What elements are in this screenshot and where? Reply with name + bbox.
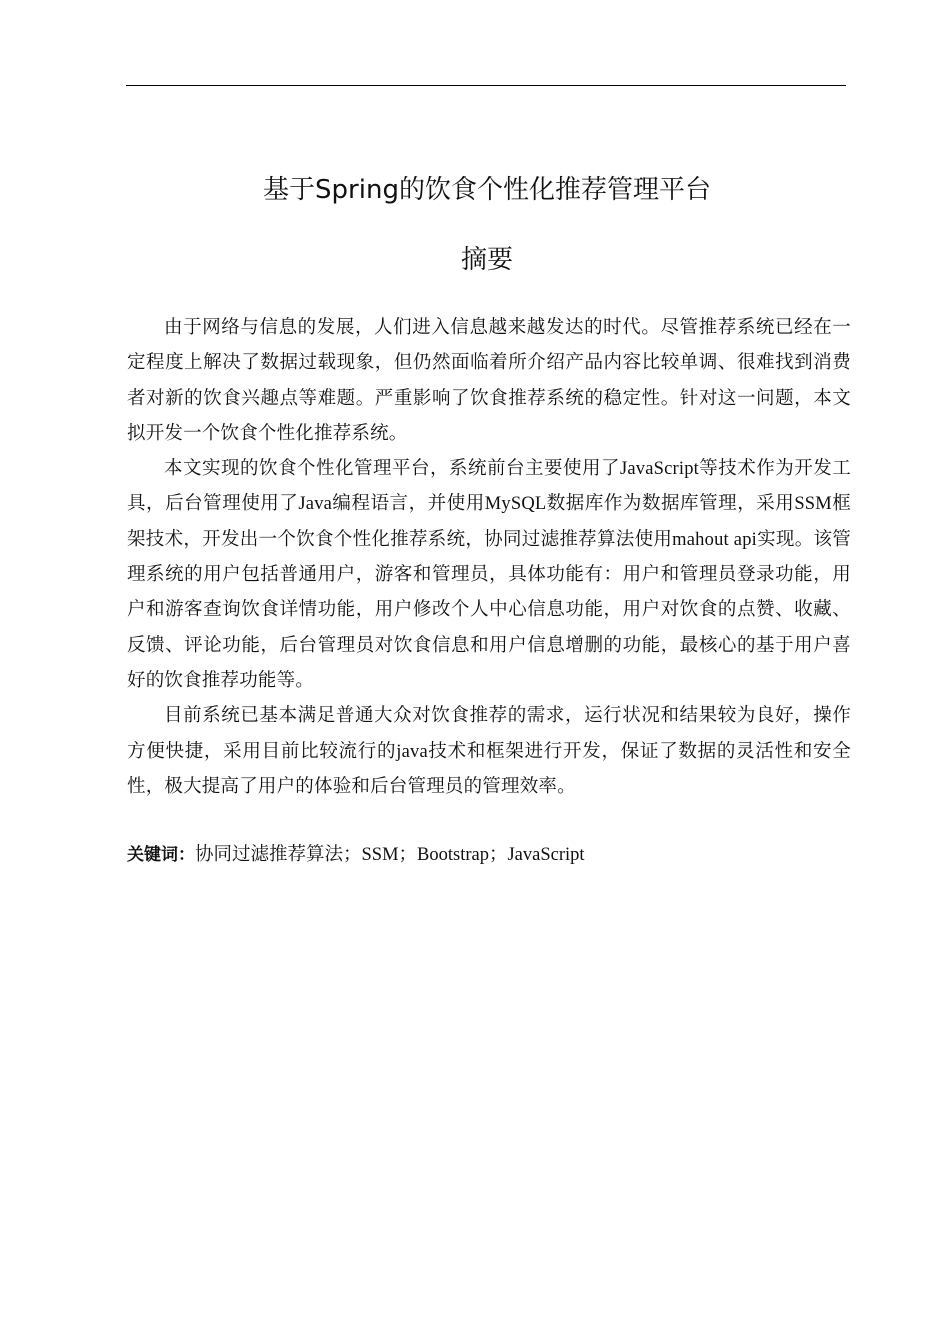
keywords-line	[127, 838, 851, 873]
header-rule	[126, 85, 846, 86]
abstract-body	[127, 311, 851, 805]
keywords-list: 协同过滤推荐算法；SSM；Bootstrap；JavaScript	[195, 845, 585, 865]
abstract-paragraph-3: 目前系统已基本满足普通大众对饮食推荐的需求，运行状况和结果较为良好，操作方便快捷，采用目前比较流行的java技术和框架进行开发，保证了数据的灵活性和安全性，极大提高了用户的体验和后台管理员的管理效率。	[127, 706, 851, 797]
keywords-label: 关键词：	[127, 845, 195, 865]
document-title: 基于Spring的饮食个性化推荐管理平台	[263, 175, 711, 205]
abstract-heading: 摘要	[460, 245, 513, 275]
abstract-paragraph-1: 由于网络与信息的发展，人们进入信息越来越发达的时代。尽管推荐系统已经在一定程度上解决了数据过载现象，但仍然面临着所介绍产品内容比较单调、很难找到消费者对新的饮食兴趣点等难题。严重影响了饮食推荐系统的稳定性。针对这一问题，本文拟开发一个饮食个性化推荐系统。	[127, 318, 851, 444]
abstract-paragraph-2: 本文实现的饮食个性化管理平台，系统前台主要使用了JavaScript等技术作为开发工具，后台管理使用了Java编程语言，并使用MySQL数据库作为数据库管理，采用SSM框架技术，开发出一个饮食个性化推荐系统，协同过滤推荐算法使用mahout api实现。该管理系统的用户包括普通用户，游客和管理员，具体功能有：用户和管理员登录功能，用户和游客查询饮食详情功能，用户修改个人中心信息功能，用户对饮食的点赞、收藏、反馈、评论功能，后台管理员对饮食信息和用户信息增删的功能，最核心的基于用户喜好的饮食推荐功能等。	[127, 459, 851, 691]
